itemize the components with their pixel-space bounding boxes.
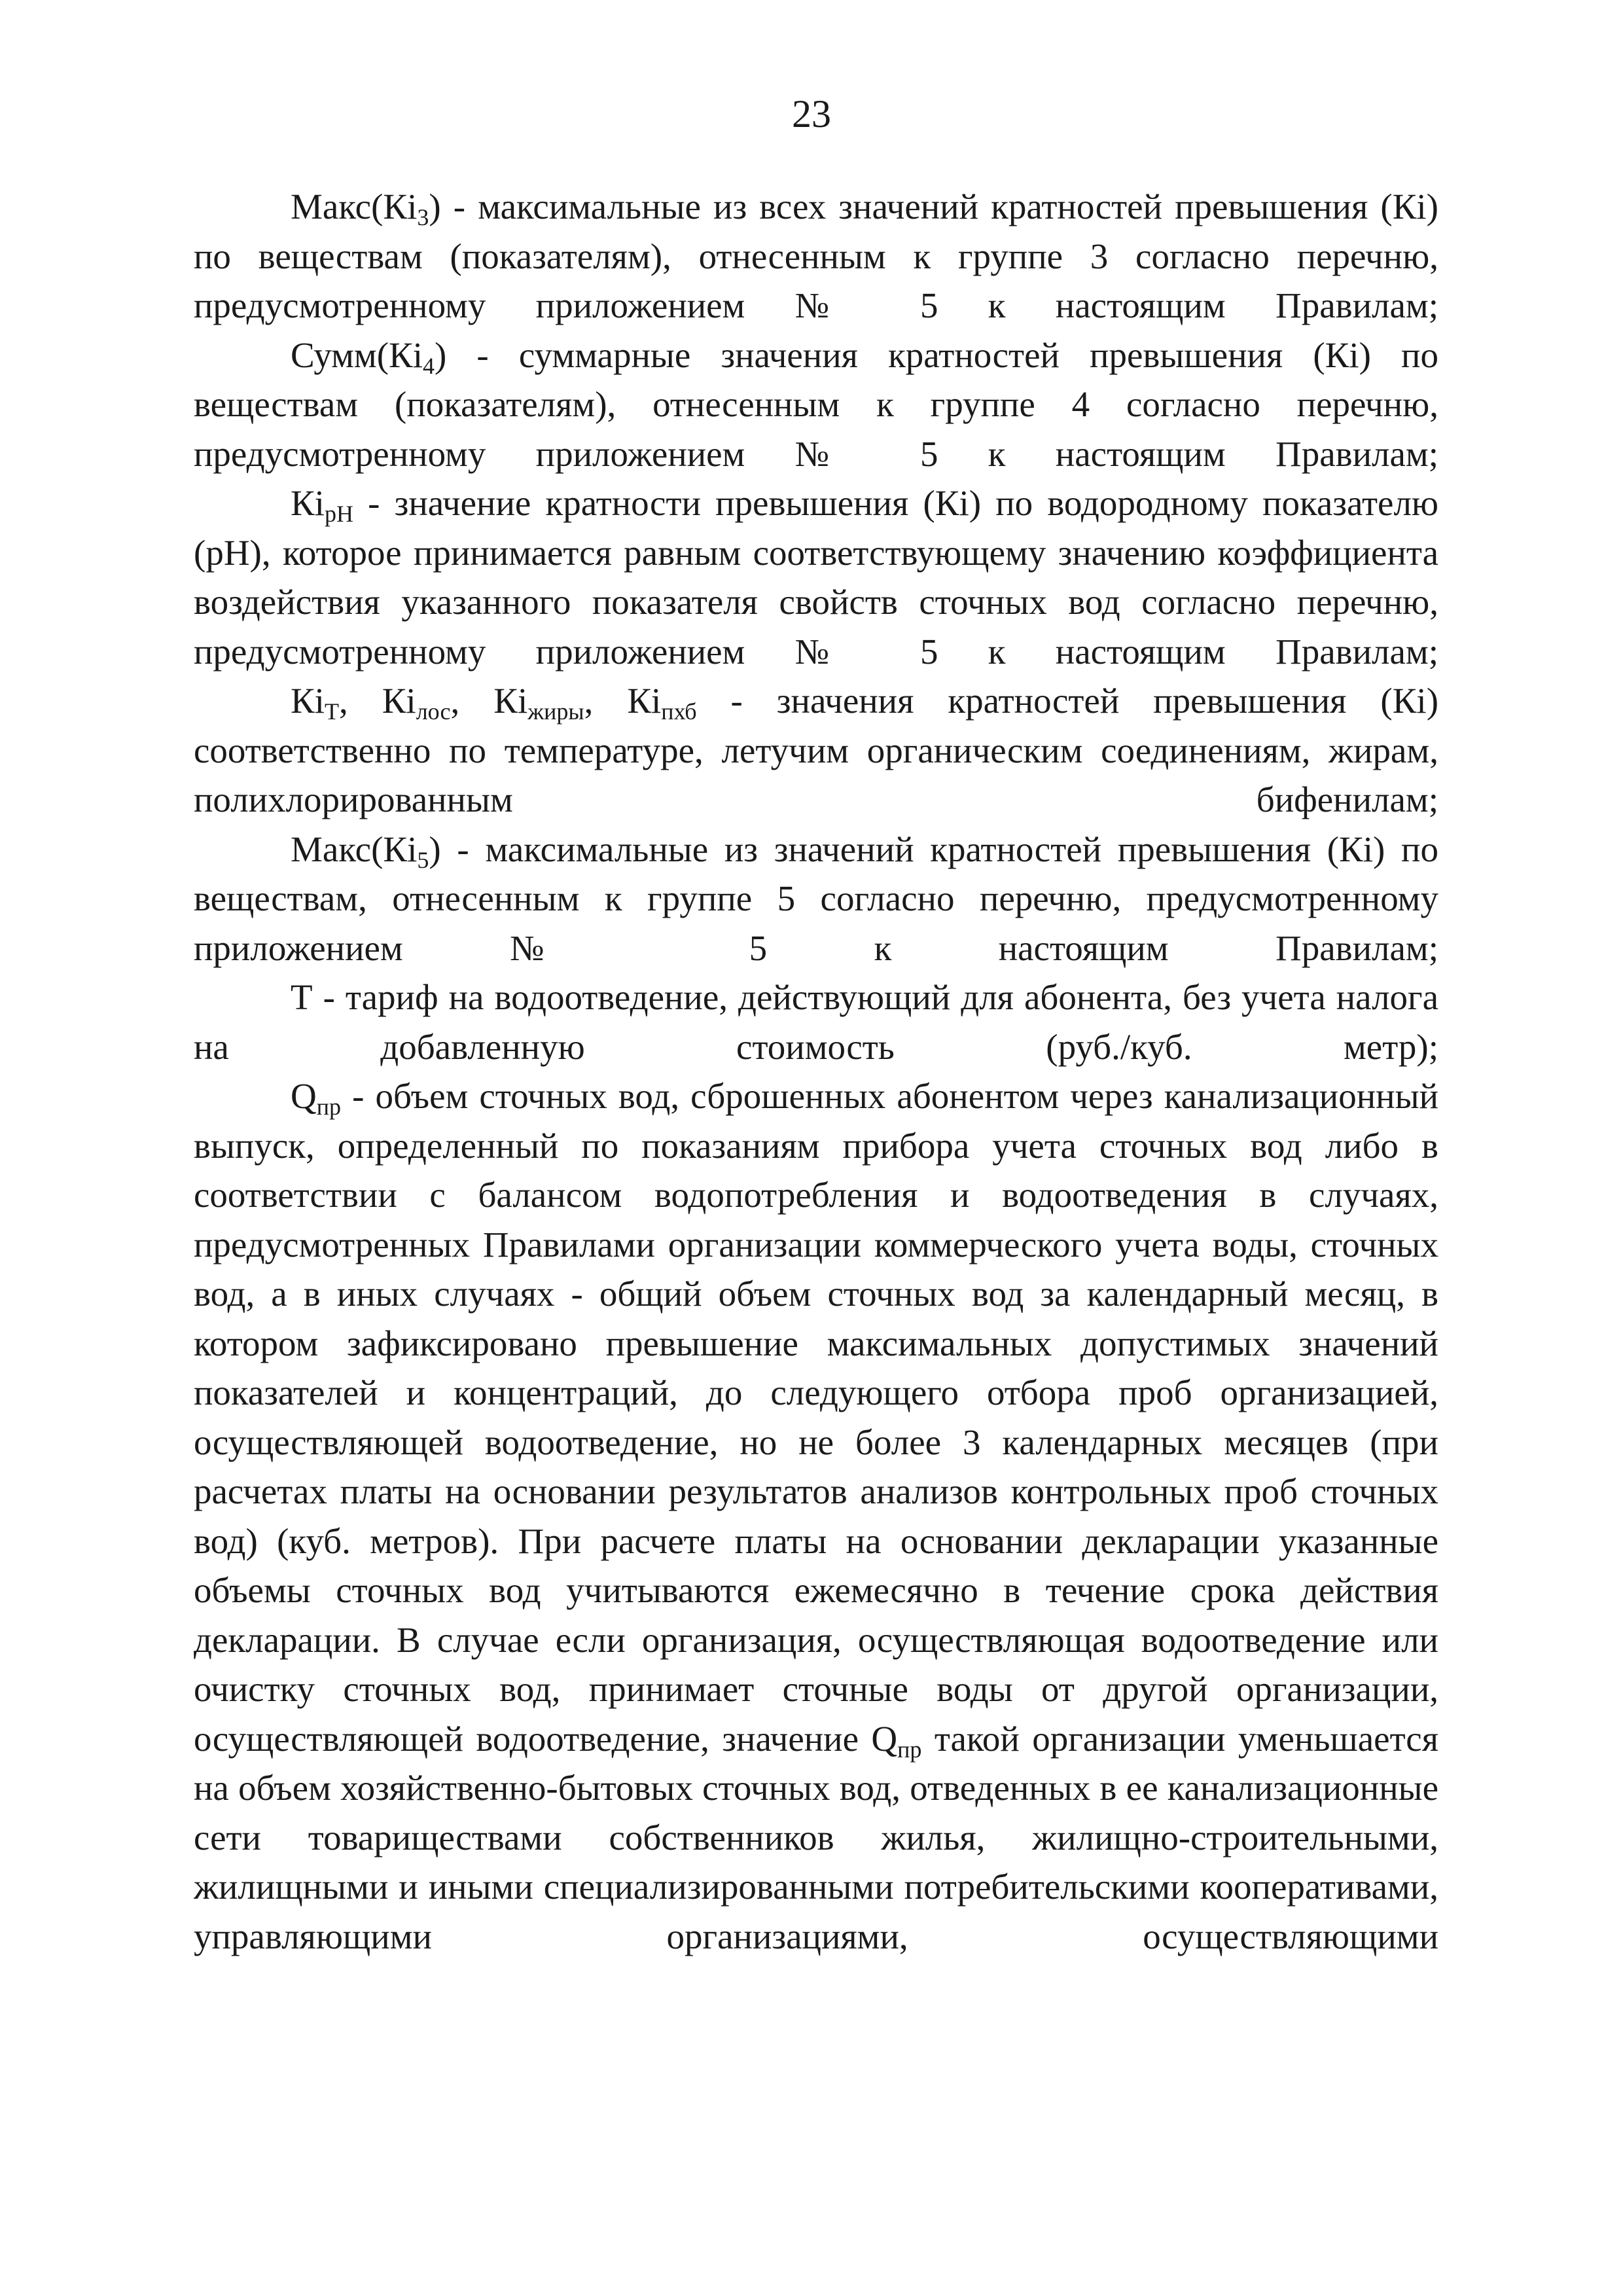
paragraph-t-tariff bbox=[194, 973, 1438, 1071]
symbol-tail: ) bbox=[434, 334, 447, 375]
paragraph-ki-ph bbox=[194, 478, 1438, 676]
paragraph-maks-ki5 bbox=[194, 825, 1438, 973]
subscript: пхб bbox=[661, 698, 697, 725]
symbol: , Кi bbox=[584, 681, 662, 721]
symbol: Макс(Кi bbox=[291, 187, 418, 226]
symbol: Кi bbox=[291, 681, 325, 721]
document-body bbox=[194, 182, 1438, 1961]
subscript: лос bbox=[416, 698, 451, 725]
symbol: , Кi bbox=[338, 681, 416, 721]
symbol: Т bbox=[291, 977, 313, 1017]
page-number: 23 bbox=[792, 92, 831, 135]
symbol: Q bbox=[291, 1076, 317, 1116]
subscript: пр bbox=[316, 1094, 341, 1120]
paragraph-text: - значение кратности превышения (Кi) по водородному показателю (рН), которое принимается равным соответствующему значению коэффициента воздействия указанного показателя свойств сточных вод согласно перечню, предусмотренному приложением № 5 к настоящим Правилам; bbox=[194, 483, 1438, 672]
paragraph-text: такой организации уменьшается на объем хозяйственно-бытовых сточных вод, отведенных в ее канализационные сети товариществами собственников жилья, жилищно-строительными, жилищными и иными специализированными потребительскими кооперативами, управляющими организациями, осуществляющими bbox=[194, 1718, 1438, 1956]
paragraph-text: - суммарные значения кратностей превышения (Кi) по веществам (показателям), отнесенным к группе 4 согласно перечню, предусмотренному приложением № 5 к настоящим Правилам; bbox=[194, 334, 1438, 474]
symbol: Сумм(Кi bbox=[291, 334, 423, 375]
subscript: рН bbox=[324, 501, 353, 527]
subscript: жиры bbox=[527, 698, 584, 725]
paragraph-text: - тариф на водоотведение, действующий для абонента, без учета налога на добавленную стоимость (руб./куб. метр); bbox=[194, 977, 1438, 1067]
paragraph-ki-t-group bbox=[194, 676, 1438, 825]
symbol-tail: ) bbox=[429, 187, 441, 226]
subscript: 3 bbox=[417, 204, 429, 230]
paragraph-q-pr bbox=[194, 1071, 1438, 1961]
paragraph-text: - максимальные из всех значений кратностей превышения (Кi) по веществам (показателям), отнесенным к группе 3 согласно перечню, предусмотренному приложением № 5 к настоящим Правилам; bbox=[194, 187, 1438, 325]
subscript: пр bbox=[897, 1736, 922, 1763]
subscript: Т bbox=[324, 698, 339, 725]
paragraph-summ-ki4 bbox=[194, 331, 1438, 479]
subscript: 4 bbox=[422, 352, 435, 379]
symbol: Макс(Кi bbox=[291, 829, 418, 869]
paragraph-text: - максимальные из значений кратностей превышения (Кi) по веществам, отнесенным к группе 5 согласно перечню, предусмотренному приложением № 5 к настоящим Правилам; bbox=[194, 829, 1438, 968]
symbol: , Кi bbox=[450, 681, 528, 721]
symbol-tail: ) bbox=[429, 829, 441, 869]
paragraph-text: - объем сточных вод, сброшенных абонентом через канализационный выпуск, определенный по показаниям прибора учета сточных вод либо в соответствии с балансом водопотребления и водоотведения в случаях, предусмотренных Правилами организации коммерческого учета воды, сточных вод, а в иных случаях - общий объем сточных вод за календарный месяц, в котором зафиксировано превышение максимальных допустимых значений показателей и концентраций, до следующего отбора проб организацией, осуществляющей водоотведение, но не более 3 календарных месяцев (при расчетах платы на основании результатов анализов контрольных проб сточных вод) (куб. метров). При расчете платы на основании декларации указанные объемы сточных вод учитываются ежемесячно в течение срока действия декларации. В случае если организация, осуществляющая водоотведение или очистку сточных вод, принимает сточные воды от другой организации, осуществляющей водоотведение, значение Q bbox=[194, 1076, 1438, 1759]
paragraph-maks-ki3 bbox=[194, 182, 1438, 331]
paragraph-text: - значения кратностей превышения (Кi) соответственно по температуре, летучим органическим соединениям, жирам, полихлорированным бифенилам; bbox=[194, 681, 1439, 819]
symbol: Кi bbox=[291, 483, 325, 523]
subscript: 5 bbox=[417, 846, 429, 873]
